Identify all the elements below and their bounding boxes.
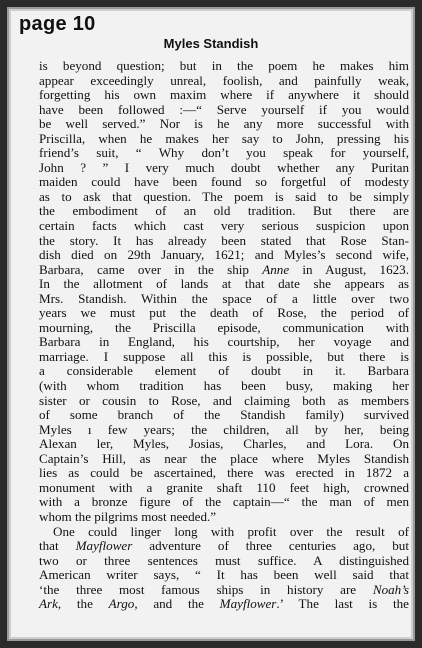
body-text	[39, 59, 409, 612]
text-line	[39, 437, 409, 452]
text-line	[39, 234, 409, 249]
line-text: with a bronze figure of the captain—“ the man of men	[39, 494, 409, 510]
text-line	[39, 335, 409, 350]
text-line	[39, 103, 409, 118]
text-line	[39, 364, 409, 379]
text-line	[39, 132, 409, 147]
italic-text: Noah’s	[372, 581, 409, 597]
line-text: Mrs. Standish. Within the space of a little over two	[39, 290, 409, 306]
text-line	[39, 350, 409, 365]
line-text: Barbara in England, his courtship, her voyage and	[39, 334, 409, 350]
text-line	[39, 408, 409, 423]
line-text: , the	[57, 596, 109, 612]
text-line	[39, 394, 409, 409]
line-text: sister or cousin to Rose, and claiming both as members	[39, 392, 409, 408]
italic-text: Argo	[108, 596, 135, 612]
line-text: in August, 1623.	[289, 261, 409, 277]
italic-text: Anne	[262, 261, 290, 277]
text-line	[39, 379, 409, 394]
text-line	[39, 525, 409, 540]
line-text: as to ask that question. The poem is said to be simply	[39, 188, 409, 204]
line-text: have been followed :—“ Serve yourself if you would	[39, 101, 409, 117]
text-line	[39, 452, 409, 467]
line-text: that	[39, 538, 76, 554]
line-text: lies as could be ascertained, there was erected in 1872 a	[39, 465, 409, 481]
text-line	[39, 277, 409, 292]
line-text: In the allotment of lands at that date she appears as	[39, 276, 409, 292]
text-line	[39, 175, 409, 190]
text-line	[39, 292, 409, 307]
page-number-tag: page 10	[19, 13, 96, 35]
line-text: two or three sentences must suffice. A distinguished	[39, 552, 409, 568]
text-line	[39, 568, 409, 583]
line-text: John ? ” I very much doubt whether any Puritan	[39, 159, 409, 175]
line-text: certain facts which cast very serious suspicion upon	[39, 218, 409, 234]
line-text: One could linger long with profit over the result of	[53, 523, 409, 539]
text-line	[39, 466, 409, 481]
text-line	[39, 481, 409, 496]
italic-text: Ark	[39, 596, 58, 612]
text-line	[39, 306, 409, 321]
text-line	[39, 539, 409, 554]
line-text: appear exceedingly unreal, foolish, and painfully weak,	[39, 72, 409, 88]
line-text: forgetting his own maxim where if anywhere it should	[39, 87, 409, 103]
line-text: of some branch of the Standish family) survived	[39, 407, 409, 423]
text-line	[39, 204, 409, 219]
text-line	[39, 88, 409, 103]
italic-text: Mayflower	[219, 596, 277, 612]
text-line	[39, 583, 409, 598]
text-line	[39, 321, 409, 336]
line-text: be well served.” Nor is he any more successful with	[39, 116, 409, 132]
text-line	[39, 554, 409, 569]
italic-text: Mayflower	[75, 538, 133, 554]
text-line	[39, 423, 409, 438]
line-text: dish died on 29th January, 1621; and Myles’s second wife,	[39, 247, 409, 263]
line-text: Barbara, came over in the ship	[39, 261, 263, 277]
text-line	[39, 248, 409, 263]
text-line	[39, 74, 409, 89]
line-text: (with whom tradition has been busy, making her	[39, 378, 409, 394]
line-text: adventure of three centuries ago, but	[132, 538, 409, 554]
line-text: Priscilla, when he makes her say to John, pressing his	[39, 130, 409, 146]
line-text: .’ The last is the	[276, 596, 409, 612]
line-text: Myles ı few years; the children, all by her, being	[39, 421, 409, 437]
line-text: , and the	[134, 596, 220, 612]
line-text: mourning, the Priscilla episode, communication with	[39, 319, 409, 335]
text-line	[39, 146, 409, 161]
text-line	[39, 510, 409, 525]
line-text: Alexan ler, Myles, Josias, Charles, and Lora. On	[39, 436, 409, 452]
line-text: monument with a granite shaft 110 feet high, crowned	[39, 479, 409, 495]
text-line	[39, 597, 409, 612]
line-text: American writer says, “ It has been well said that	[39, 567, 409, 583]
running-head-title: Myles Standish	[163, 36, 259, 51]
text-line	[39, 219, 409, 234]
line-text: friend’s suit, “ Why don’t you speak for yourself,	[39, 145, 409, 161]
text-line	[39, 117, 409, 132]
line-text: ‘the three most famous ships in history are	[39, 581, 373, 597]
line-text: a considerable element of doubt in it. Barbara	[39, 363, 409, 379]
line-text: Captain’s Hill, as near the place where Myles Standish	[39, 450, 409, 466]
line-text: the embodiment of an old tradition. But there are	[39, 203, 409, 219]
text-line	[39, 59, 409, 74]
line-text: maiden could have been found so forgetful of modesty	[39, 174, 409, 190]
line-text: the story. It has already been stated that Rose Stan-	[39, 232, 409, 248]
line-text: years we must put the death of Rose, the period of	[39, 305, 409, 321]
text-line	[39, 161, 409, 176]
text-line	[39, 495, 409, 510]
line-text: is beyond question; but in the poem he makes him	[39, 58, 409, 73]
text-line	[39, 190, 409, 205]
line-text: marriage. I suppose all this is possible, but there is	[39, 348, 409, 364]
line-text: whom the pilgrims most needed.”	[39, 508, 217, 524]
text-line	[39, 263, 409, 278]
